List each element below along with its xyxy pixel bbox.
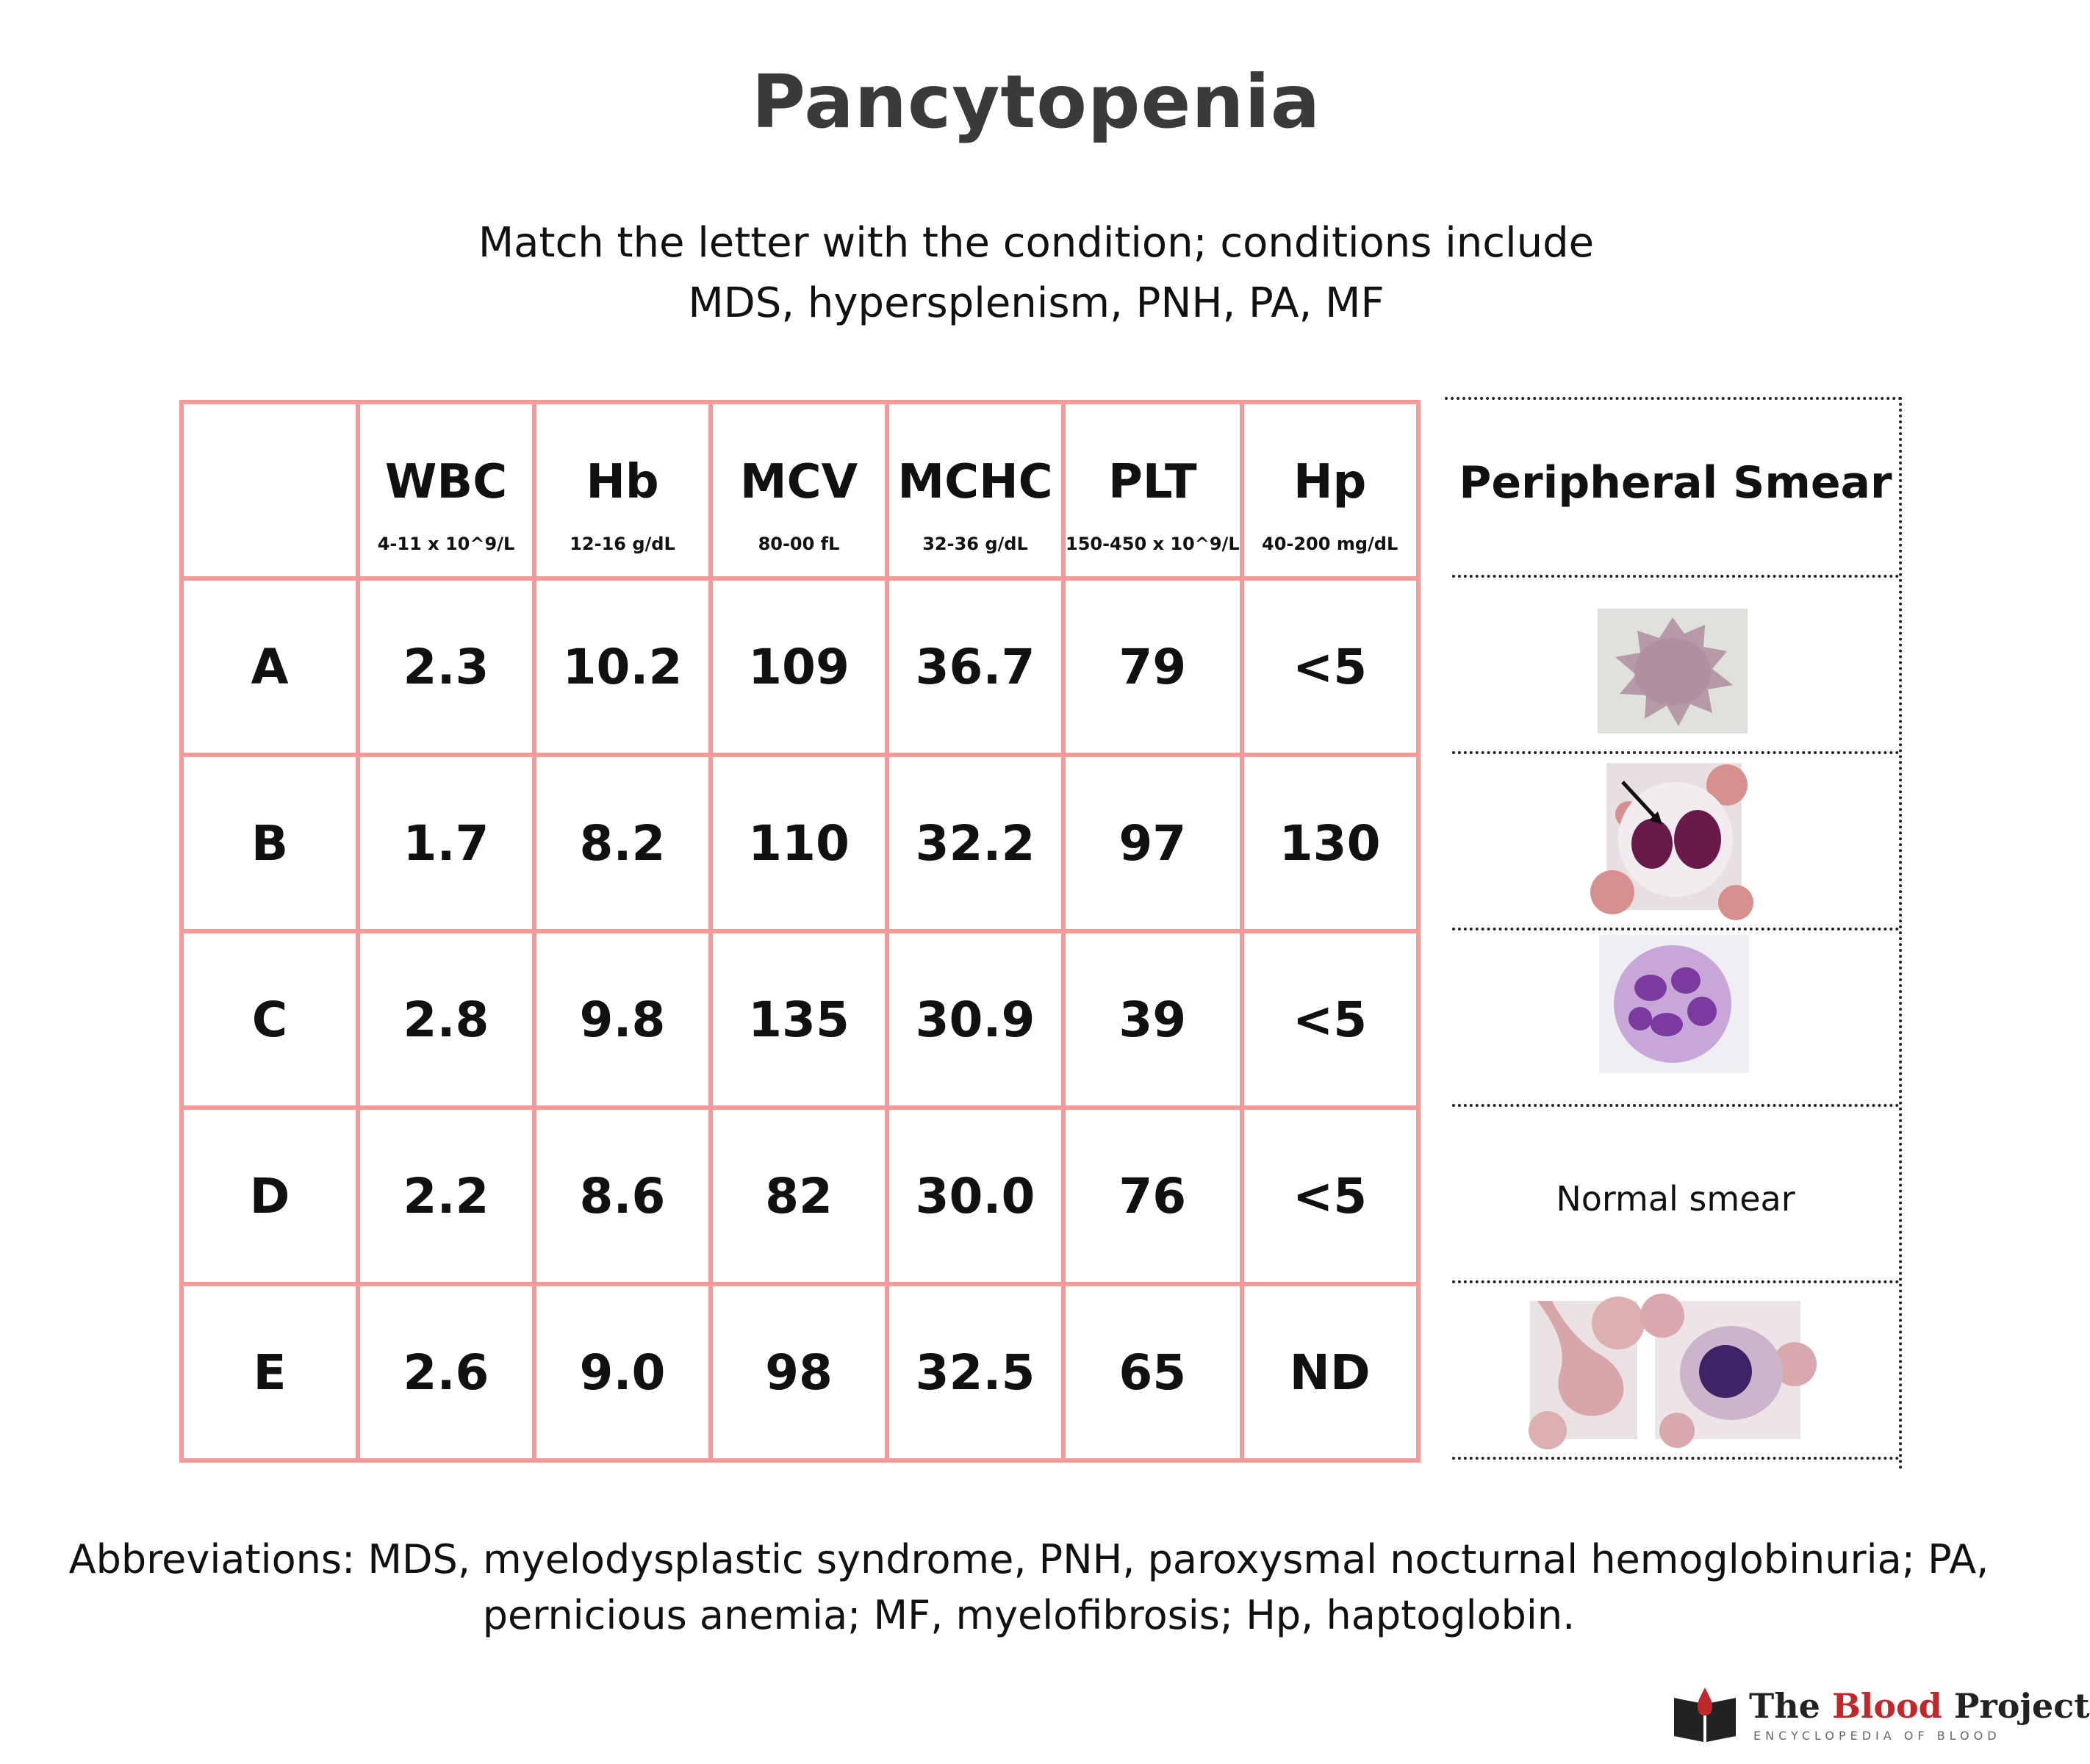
- cell-hb: 9.8: [534, 931, 711, 1108]
- blood-project-logo: [1668, 1683, 2090, 1749]
- column-header-plt: [1063, 402, 1242, 578]
- echinocyte-icon: [1598, 609, 1748, 734]
- book-drop-icon: [1668, 1683, 1742, 1746]
- hypersegmented-neutrophil-icon: [1599, 935, 1749, 1073]
- cell-hb: 10.2: [534, 578, 711, 755]
- column-range: 12-16 g/dL: [570, 534, 675, 554]
- cell-plt: 97: [1063, 755, 1242, 931]
- cell-plt: 79: [1063, 578, 1242, 755]
- peripheral-smear-column: [1445, 397, 1902, 1470]
- cell-mcv: 110: [711, 755, 887, 931]
- column-header-hb: [534, 402, 711, 578]
- column-name: MCV: [739, 455, 858, 509]
- cell-wbc: 2.6: [358, 1284, 534, 1460]
- smear-image-teardrop: [1530, 1301, 1637, 1439]
- cell-wbc: 1.7: [358, 755, 534, 931]
- logo-text-the: The: [1749, 1686, 1832, 1726]
- column-range: 80-00 fL: [758, 534, 840, 554]
- column-name: Hp: [1293, 455, 1367, 509]
- cell-mcv: 135: [711, 931, 887, 1108]
- abbreviations-line-2: pernicious anemia; MF, myelofibrosis; Hp, haptoglobin.: [482, 1592, 1576, 1638]
- abbreviations-note: [0, 1532, 2058, 1643]
- column-name: Hb: [586, 455, 659, 509]
- table-row: [182, 1284, 1418, 1460]
- row-label: D: [182, 1108, 358, 1284]
- cell-plt: 65: [1063, 1284, 1242, 1460]
- column-range: 150-450 x 10^9/L: [1066, 534, 1240, 554]
- column-header-wbc: [358, 402, 534, 578]
- table-row: [182, 755, 1418, 931]
- column-range: 32-36 g/dL: [922, 534, 1028, 554]
- cell-hb: 8.2: [534, 755, 711, 931]
- smear-image-hypersegmented: [1599, 935, 1749, 1073]
- logo-text-blood: Blood: [1831, 1686, 1942, 1726]
- row-label: A: [182, 578, 358, 755]
- cell-hb: 9.0: [534, 1284, 711, 1460]
- cell-mchc: 30.9: [887, 931, 1063, 1108]
- smear-cell-b: [1452, 753, 1899, 931]
- cell-hp: <5: [1242, 578, 1418, 755]
- smear-cell-e: [1452, 1282, 1899, 1460]
- cell-mchc: 32.2: [887, 755, 1063, 931]
- subtitle-line-2: MDS, hypersplenism, PNH, PA, MF: [688, 279, 1385, 327]
- cell-wbc: 2.2: [358, 1108, 534, 1284]
- nucleated-rbc-icon: [1655, 1301, 1800, 1439]
- corner-cell: [182, 402, 358, 578]
- table-row: [182, 578, 1418, 755]
- cell-mchc: 32.5: [887, 1284, 1063, 1460]
- abbreviations-line-1: Abbreviations: MDS, myelodysplastic syndrome, PNH, paroxysmal nocturnal hemoglobinuria; PA,: [68, 1536, 1989, 1582]
- column-range: 4-11 x 10^9/L: [377, 534, 515, 554]
- smear-cell-d: [1452, 1105, 1899, 1283]
- cell-hb: 8.6: [534, 1108, 711, 1284]
- column-range: 40-200 mg/dL: [1262, 534, 1398, 554]
- table-header-row: [182, 402, 1418, 578]
- cell-mcv: 82: [711, 1108, 887, 1284]
- smear-cell-a: [1452, 576, 1899, 754]
- smear-image-nucleated-rbc: [1655, 1301, 1800, 1439]
- smear-header: Peripheral Smear: [1459, 457, 1892, 509]
- smear-header-cell: [1452, 400, 1899, 578]
- logo-text-project: Project: [1942, 1686, 2090, 1726]
- cell-mcv: 98: [711, 1284, 887, 1460]
- smear-cell-c: [1452, 929, 1899, 1107]
- smear-image-neutrophil: [1606, 763, 1742, 910]
- row-label: E: [182, 1284, 358, 1460]
- table-row: [182, 1108, 1418, 1284]
- neutrophil-icon: [1606, 763, 1742, 910]
- column-header-mchc: [887, 402, 1063, 578]
- cell-hp: 130: [1242, 755, 1418, 931]
- logo-text: [1749, 1686, 2090, 1726]
- subtitle-line-1: Match the letter with the condition; conditions include: [478, 219, 1595, 267]
- column-name: PLT: [1107, 455, 1197, 509]
- cell-hp: <5: [1242, 1108, 1418, 1284]
- cell-mchc: 30.0: [887, 1108, 1063, 1284]
- normal-smear-label: Normal smear: [1556, 1179, 1795, 1219]
- logo-subtitle: ENCYCLOPEDIA OF BLOOD: [1753, 1729, 2001, 1743]
- cell-mcv: 109: [711, 578, 887, 755]
- row-label: C: [182, 931, 358, 1108]
- cell-plt: 76: [1063, 1108, 1242, 1284]
- column-header-mcv: [711, 402, 887, 578]
- cell-wbc: 2.8: [358, 931, 534, 1108]
- row-label: B: [182, 755, 358, 931]
- cell-plt: 39: [1063, 931, 1242, 1108]
- smear-image-echinocyte: [1598, 609, 1748, 734]
- cell-hp: <5: [1242, 931, 1418, 1108]
- cell-hp: ND: [1242, 1284, 1418, 1460]
- column-header-hp: [1242, 402, 1418, 578]
- page-title: Pancytopenia: [751, 59, 1321, 145]
- cell-mchc: 36.7: [887, 578, 1063, 755]
- column-name: WBC: [384, 455, 508, 509]
- cell-wbc: 2.3: [358, 578, 534, 755]
- subtitle: [0, 213, 2072, 334]
- teardrop-cell-icon: [1530, 1301, 1637, 1439]
- table-row: [182, 931, 1418, 1108]
- lab-values-table: [179, 400, 1421, 1463]
- column-name: MCHC: [897, 455, 1053, 509]
